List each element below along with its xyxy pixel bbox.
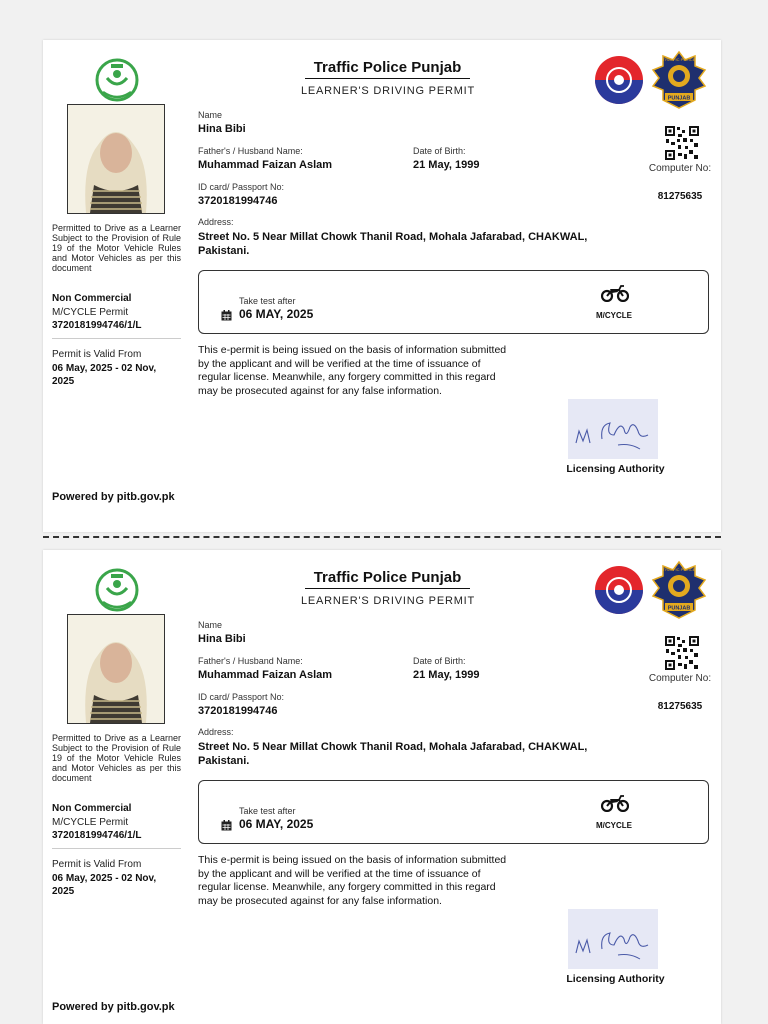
computer-no-label: Computer No: (648, 163, 712, 174)
tp-logo-top-text: TRAFFIC POLICE (662, 57, 696, 62)
permit-ref: 3720181994746/1/L (52, 830, 142, 841)
police-badge-icon (593, 54, 645, 106)
valid-label: Permit is Valid From (52, 349, 142, 360)
valid-value: 06 May, 2025 - 02 Nov, 2025 (52, 363, 157, 387)
address-value: Street No. 5 Near Millat Chowk Thanil Road, Mohala Jafarabad, CHAKWAL, Pakistani. (198, 741, 588, 767)
dob-value: 21 May, 1999 (413, 669, 480, 681)
test-box (198, 270, 709, 334)
permit-subtitle: LEARNER'S DRIVING PERMIT (300, 595, 476, 607)
police-badge-icon (593, 564, 645, 616)
computer-no-label: Computer No: (648, 673, 712, 684)
cut-line (43, 536, 721, 538)
vehicle-label: M/CYCLE (596, 821, 632, 830)
permit-subtitle: LEARNER'S DRIVING PERMIT (300, 85, 476, 97)
permit-card (43, 40, 721, 532)
punjab-emblem-icon (93, 56, 141, 104)
test-label: Take test after (239, 806, 296, 816)
permit-card-copy (43, 550, 721, 1024)
qr-code-icon[interactable] (665, 636, 699, 670)
permit-title: Traffic Police Punjab (305, 569, 470, 589)
applicant-photo (67, 614, 165, 724)
traffic-police-shield-icon (651, 50, 707, 110)
valid-label: Permit is Valid From (52, 859, 142, 870)
traffic-police-shield-icon (651, 560, 707, 620)
motorcycle-icon (601, 794, 629, 812)
permission-text: Permitted to Drive as a Learner Subject to the Provision of Rule 19 of the Motor Vehicle Rules and Motor Vehicles as per this document (52, 733, 181, 783)
name-label: Name (198, 620, 223, 630)
vehicle-label: M/CYCLE (596, 311, 632, 320)
applicant-photo (67, 104, 165, 214)
dob-label: Date of Birth: (413, 656, 466, 666)
notice-text: This e-permit is being issued on the basis of information submitted by the applicant and will be verified at the time of issuance of regular license. Meanwhile, any forgery committed in this regard may be prosecuted against for any false information. (198, 344, 507, 397)
name-value: Hina Bibi (198, 123, 246, 135)
test-box (198, 780, 709, 844)
calendar-icon (221, 820, 232, 831)
name-label: Name (198, 110, 223, 120)
id-value: 3720181994746 (198, 195, 278, 207)
qr-code-icon[interactable] (665, 126, 699, 160)
signature (568, 399, 658, 459)
licensing-authority: Licensing Authority (566, 463, 665, 475)
dob-value: 21 May, 1999 (413, 159, 480, 171)
licensing-authority: Licensing Authority (566, 973, 665, 985)
permit-ref: 3720181994746/1/L (52, 320, 142, 331)
left-divider (52, 338, 181, 339)
test-label: Take test after (239, 296, 296, 306)
test-date: 06 MAY, 2025 (239, 307, 314, 321)
punjab-emblem-icon (93, 566, 141, 614)
permit-type: Non Commercial (52, 803, 132, 814)
valid-value: 06 May, 2025 - 02 Nov, 2025 (52, 873, 157, 897)
address-value: Street No. 5 Near Millat Chowk Thanil Road, Mohala Jafarabad, CHAKWAL, Pakistani. (198, 231, 588, 257)
test-date: 06 MAY, 2025 (239, 817, 314, 831)
tp-logo-bottom-text: PUNJAB (667, 95, 691, 102)
dob-label: Date of Birth: (413, 146, 466, 156)
id-value: 3720181994746 (198, 705, 278, 717)
address-label: Address: (198, 727, 234, 737)
left-divider (52, 848, 181, 849)
father-value: Muhammad Faizan Aslam (198, 669, 333, 681)
permission-text: Permitted to Drive as a Learner Subject to the Provision of Rule 19 of the Motor Vehicle Rules and Motor Vehicles as per this document (52, 223, 181, 273)
permit-type: Non Commercial (52, 293, 132, 304)
notice-text: This e-permit is being issued on the basis of information submitted by the applicant and will be verified at the time of issuance of regular license. Meanwhile, any forgery committed in this regard may be prosecuted against for any false information. (198, 854, 507, 907)
permit-title: Traffic Police Punjab (305, 59, 470, 79)
tp-logo-top-text: TRAFFIC POLICE (662, 567, 696, 572)
id-label: ID card/ Passport No: (198, 182, 285, 192)
permit-class: M/CYCLE Permit (52, 307, 129, 318)
father-value: Muhammad Faizan Aslam (198, 159, 333, 171)
computer-no-value: 81275635 (657, 701, 703, 712)
computer-no-value: 81275635 (657, 191, 703, 202)
address-label: Address: (198, 217, 234, 227)
powered-by: Powered by pitb.gov.pk (52, 491, 175, 503)
id-label: ID card/ Passport No: (198, 692, 285, 702)
motorcycle-icon (601, 284, 629, 302)
calendar-icon (221, 310, 232, 321)
powered-by: Powered by pitb.gov.pk (52, 1001, 175, 1013)
father-label: Father's / Husband Name: (198, 656, 303, 666)
signature (568, 909, 658, 969)
father-label: Father's / Husband Name: (198, 146, 303, 156)
permit-class: M/CYCLE Permit (52, 817, 129, 828)
name-value: Hina Bibi (198, 633, 246, 645)
tp-logo-bottom-text: PUNJAB (667, 605, 691, 612)
